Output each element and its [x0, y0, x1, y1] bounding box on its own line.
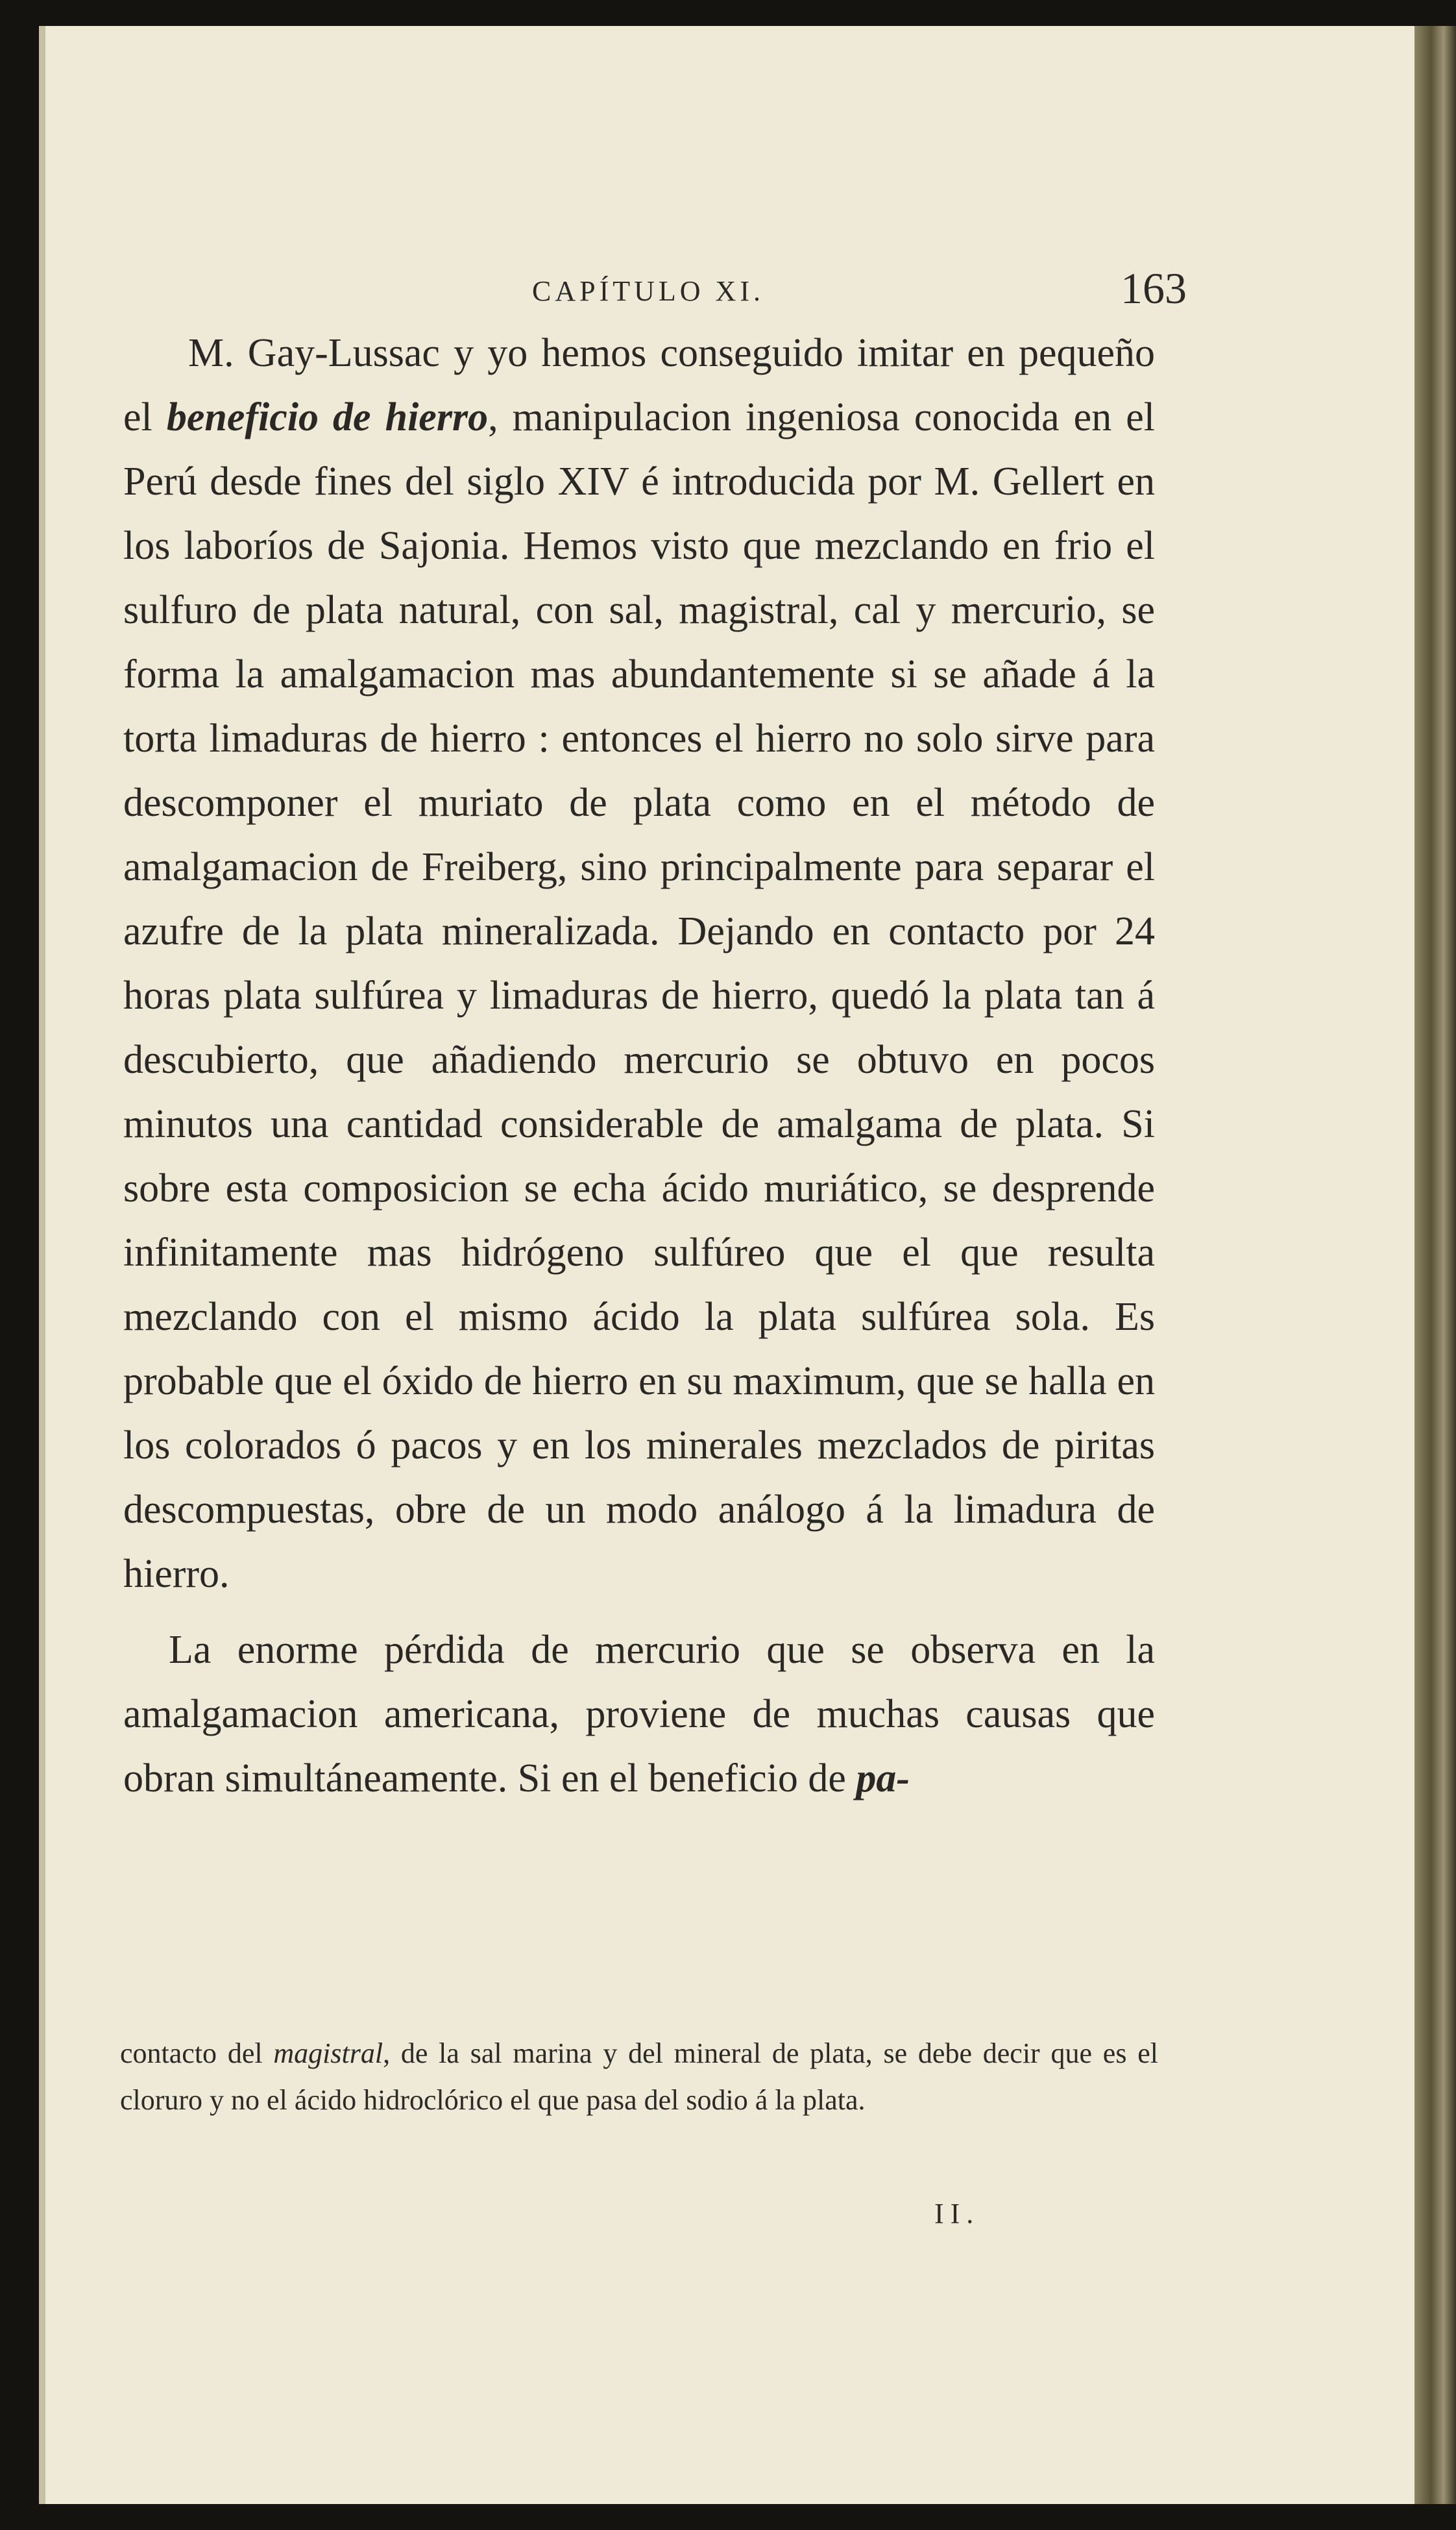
running-title: CAPÍTULO XI. [532, 275, 764, 307]
paragraph-1-intro: M. Gay-Lussac y yo hemos conseguido imitar en pequeño el [123, 331, 1155, 439]
book-spine [1414, 26, 1456, 2504]
footnote-after: , de la sal marina y del mineral de plata, se debe decir que es el cloruro y no el ácido hidroclórico el que pasa del sodio á la plata. [120, 2037, 1158, 2116]
paragraph-2 [123, 1618, 1155, 1811]
footnote-before: contacto del [120, 2037, 274, 2069]
paragraph-1 [123, 321, 1155, 1606]
paragraph-2-emphasis: pa- [856, 1756, 910, 1800]
paragraph-2-text: La enorme pérdida de mercurio que se observa en la amalgamacion americana, proviene de muchas causas que obran simultáneamente. Si en el beneficio de [123, 1628, 1155, 1800]
main-text [123, 321, 1155, 1811]
paragraph-1-rest: , manipulacion ingeniosa conocida en el Perú desde fines del siglo XIV é introducida por M. Gellert en los laboríos de Sajonia. Hemos visto que mezclando en frio el sulfuro de plata natural, con sal, magistral, cal y mercurio, se forma la amalgamacion mas abundantemente si se añade á la torta limaduras de hierro : entonces el hierro no solo sirve para descomponer el muriato de plata como en el método de amalgamacion de Freiberg, sino principalmente para separar el azufre de la plata mineralizada. Dejando en contacto por 24 horas plata sulfúrea y limaduras de hierro, quedó la plata tan á descubierto, que añadiendo mercurio se obtuvo en pocos minutos una cantidad considerable de amalgama de plata. Si sobre esta composicion se echa ácido muriático, se desprende infinitamente mas hidrógeno sulfúreo que el que resulta mezclando con el mismo ácido la plata sulfúrea sola. Es probable que el óxido de hierro en su maximum, que se halla en los colorados ó pacos y en los minerales mezclados de piritas descompuestas, obre de un modo análogo á la limadura de hierro. [123, 395, 1155, 1596]
page-number: 163 [1121, 264, 1187, 313]
footnote [120, 2030, 1158, 2124]
footnote-italic: magistral [273, 2037, 383, 2069]
paragraph-1-emphasis: beneficio de hierro [166, 395, 489, 439]
signature-mark: II. [934, 2198, 980, 2229]
